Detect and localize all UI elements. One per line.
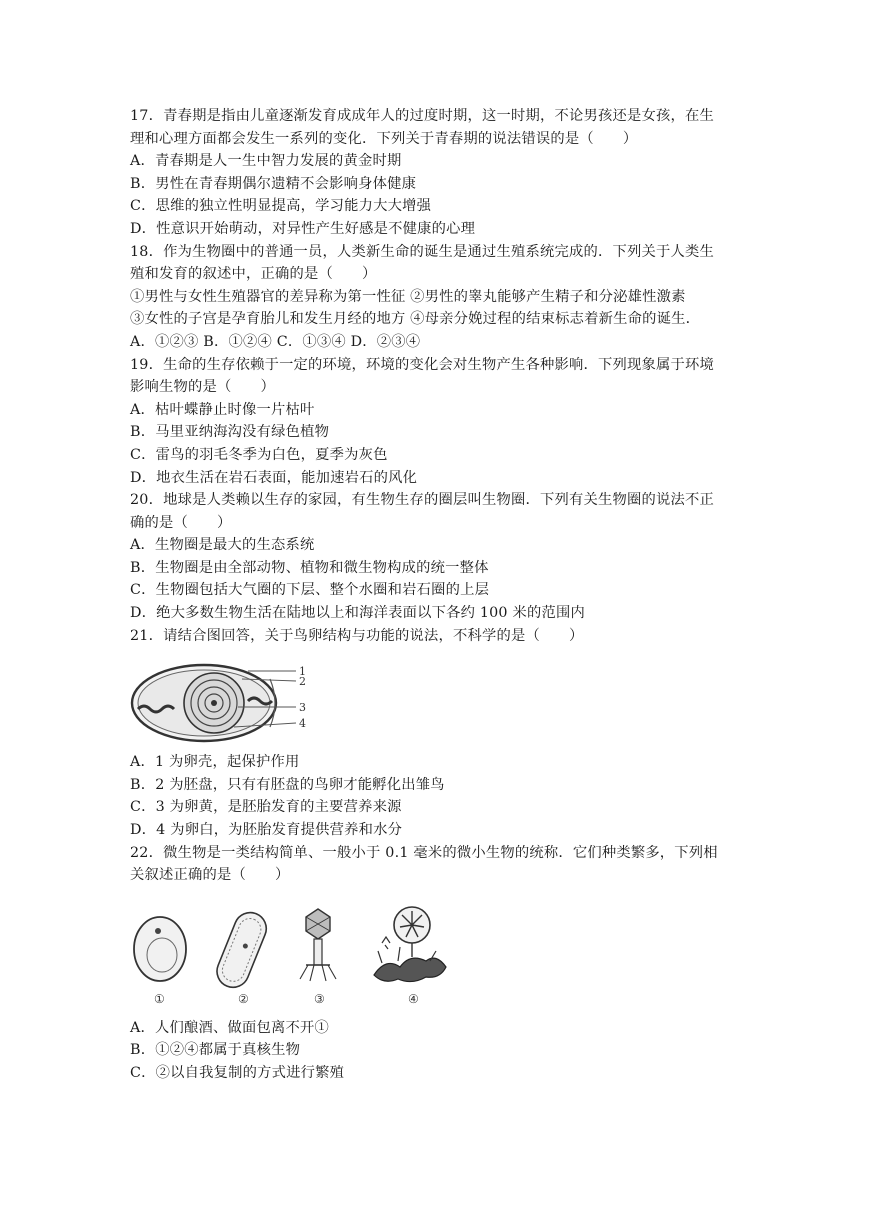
question-stem: 22．微生物是一类结构简单、一般小于 0.1 毫米的微小生物的统称．它们种类繁多，下列相 [130,844,718,861]
question-stem: 19．生命的生存依赖于一定的环境，环境的变化会对生物产生各种影响．下列现象属于环境 [130,356,714,373]
question-18 [130,241,742,354]
option-c: C．3 为卵黄，是胚胎发育的主要营养来源 [130,799,402,816]
question-stem: 关叙述正确的是（ ） [130,867,290,884]
egg-label-1: 1 [299,665,306,679]
bacterium [212,908,271,992]
micro-label-1: ① [154,991,165,1006]
option-b: B．2 为胚盘，只有有胚盘的鸟卵才能孵化出雏鸟 [130,776,445,793]
option-a: A．生物圈是最大的生态系统 [130,537,315,554]
options-line: A．①②③ B．①②④ C．①③④ D．②③④ [130,333,421,350]
question-stem: 18．作为生物圈中的普通一员，人类新生命的诞生是通过生殖系统完成的．下列关于人类生 [130,243,714,260]
option-c: C．思维的独立性明显提高，学习能力大大增强 [130,198,432,215]
microorganisms-diagram [130,899,460,1009]
micro-label-4: ④ [408,991,419,1006]
bacteriophage [300,909,336,981]
question-stem: 殖和发育的叙述中，正确的是（ ） [130,266,377,283]
egg-label-3: 3 [299,701,306,715]
option-d: D．性意识开始萌动，对异性产生好感是不健康的心理 [130,220,476,237]
egg-label-2: 2 [299,675,306,689]
option-a: A．枯叶蝶静止时像一片枯叶 [130,401,315,418]
question-21 [130,625,742,842]
option-d: D．绝大多数生物生活在陆地以上和海洋表面以下各约 100 米的范围内 [130,605,585,622]
option-b: B．生物圈是由全部动物、植物和微生物构成的统一整体 [130,559,489,576]
question-20 [130,489,742,625]
bird-egg-diagram [130,657,320,745]
option-c: C．②以自我复制的方式进行繁殖 [130,1065,345,1081]
germinal-disc [211,700,217,706]
microorganisms-figure [130,899,460,1009]
question-19 [130,354,742,490]
question-stem: 21．请结合图回答，关于鸟卵结构与功能的说法，不科学的是（ ） [130,627,584,644]
option-b: B．①②④都属于真核生物 [130,1042,301,1059]
question-stem: 理和心理方面都会发生一系列的变化．下列关于青春期的说法错误的是（ ） [130,130,638,147]
micro-label-2: ② [238,991,249,1006]
option-a: A．1 为卵壳，起保护作用 [130,754,300,771]
egg-label-4: 4 [299,717,306,731]
option-d: D．4 为卵白，为胚胎发育提供营养和水分 [130,822,403,839]
option-d: D．地衣生活在岩石表面，能加速岩石的风化 [130,469,418,486]
bird-egg-figure [130,657,320,745]
question-stem: 确的是（ ） [130,514,232,531]
exam-page [130,105,742,1085]
question-stem: 影响生物的是（ ） [130,379,275,396]
statement-line: ①男性与女性生殖器官的差异称为第一性征 ②男性的睾丸能够产生精子和分泌雄性激素 [130,288,686,305]
option-b: B．男性在青春期偶尔遗精不会影响身体健康 [130,175,417,192]
option-c: C．雷鸟的羽毛冬季为白色，夏季为灰色 [130,446,388,463]
micro-label-3: ③ [314,991,325,1006]
option-b: B．马里亚纳海沟没有绿色植物 [130,424,330,441]
mold [374,907,446,982]
question-stem: 20．地球是人类赖以生存的家园，有生物生存的圈层叫生物圈．下列有关生物圈的说法不正 [130,492,714,509]
question-22 [130,842,742,1085]
question-17 [130,105,742,241]
option-c: C．生物圈包括大气圈的下层、整个水圈和岩石圈的上层 [130,582,490,599]
statement-line: ③女性的子宫是孕育胎儿和发生月经的地方 ④母亲分娩过程的结束标志着新生命的诞生． [130,311,701,328]
question-stem: 17．青春期是指由儿童逐渐发育成成年人的过度时期，这一时期，不论男孩还是女孩，在生 [130,108,714,124]
option-a: A．人们酿酒、做面包离不开① [130,1019,329,1036]
option-a: A．青春期是人一生中智力发展的黄金时期 [130,153,402,170]
